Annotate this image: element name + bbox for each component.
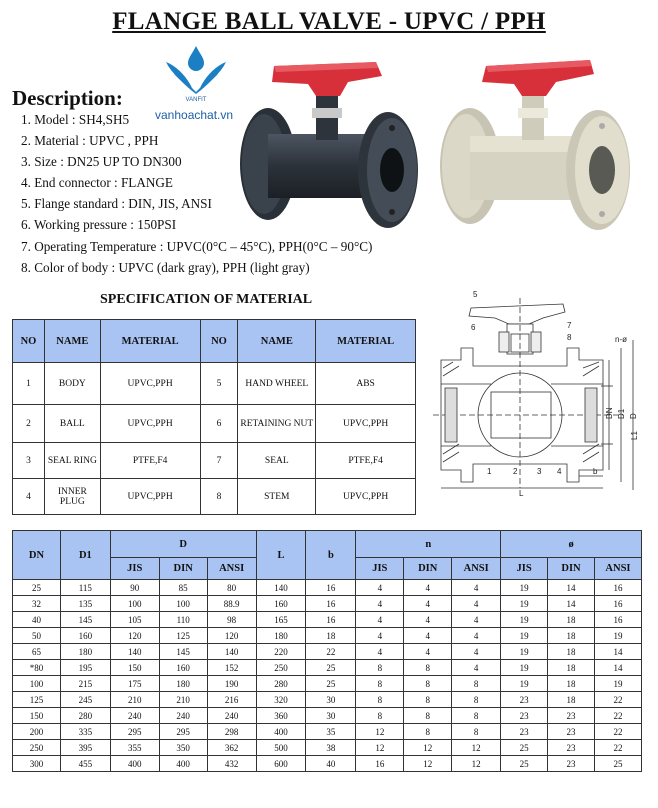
table-cell: 210 (110, 692, 159, 708)
table-cell: 16 (594, 612, 641, 628)
column-header: NAME (238, 320, 316, 363)
drawing-label: b (593, 467, 598, 476)
table-cell: 12 (452, 740, 501, 756)
column-subheader: DIN (548, 558, 595, 580)
table-cell: 4 (452, 580, 501, 596)
table-cell: 1 (13, 363, 45, 405)
table-row (13, 756, 642, 772)
table-cell: 98 (207, 612, 256, 628)
table-cell: 395 (60, 740, 110, 756)
table-row (13, 612, 642, 628)
table-cell: 2 (13, 405, 45, 443)
drawing-label: n-ø (615, 335, 627, 344)
table-cell: 250 (13, 740, 61, 756)
table-cell: 240 (207, 708, 256, 724)
table-cell: 125 (13, 692, 61, 708)
column-subheader: JIS (110, 558, 159, 580)
table-cell: 220 (256, 644, 306, 660)
table-cell: 25 (13, 580, 61, 596)
table-cell: 160 (159, 660, 207, 676)
table-cell: 4 (452, 628, 501, 644)
table-cell: 195 (60, 660, 110, 676)
column-subheader: DIN (159, 558, 207, 580)
table-cell: RETAINING NUT (238, 405, 316, 443)
table-cell: 140 (110, 644, 159, 660)
table-cell: INNER PLUG (44, 479, 100, 515)
table-cell: 160 (256, 596, 306, 612)
table-cell: 4 (13, 479, 45, 515)
column-subheader: ANSI (594, 558, 641, 580)
table-row (13, 740, 642, 756)
table-cell: 175 (110, 676, 159, 692)
table-cell: 8 (356, 708, 404, 724)
column-header: DN (13, 531, 61, 580)
table-cell: 300 (13, 756, 61, 772)
table-cell: 22 (594, 740, 641, 756)
table-cell: 110 (159, 612, 207, 628)
table-cell: 360 (256, 708, 306, 724)
column-subheader: JIS (356, 558, 404, 580)
table-cell: UPVC,PPH (316, 479, 416, 515)
table-cell: 3 (13, 443, 45, 479)
table-cell: 150 (13, 708, 61, 724)
upvc-valve-photo (236, 52, 422, 232)
table-cell: 23 (501, 692, 548, 708)
table-cell: 19 (501, 676, 548, 692)
table-row (13, 676, 642, 692)
table-cell: 16 (594, 596, 641, 612)
table-cell: 8 (404, 660, 452, 676)
table-cell: 12 (452, 756, 501, 772)
table-cell: 23 (548, 756, 595, 772)
table-cell: 100 (159, 596, 207, 612)
table-cell: 140 (207, 644, 256, 660)
table-cell: 400 (256, 724, 306, 740)
description-item: 6. Working pressure : 150PSI (21, 217, 177, 233)
table-cell: 16 (306, 596, 356, 612)
description-item: 8. Color of body : UPVC (dark gray), PPH (light gray) (21, 259, 310, 275)
drawing-label: 3 (537, 467, 542, 476)
table-row (13, 596, 642, 612)
table-cell: 16 (594, 580, 641, 596)
table-row (13, 660, 642, 676)
table-cell: 245 (60, 692, 110, 708)
table-cell: 40 (306, 756, 356, 772)
table-cell: 190 (207, 676, 256, 692)
table-cell: 4 (452, 612, 501, 628)
table-cell: 150 (110, 660, 159, 676)
table-cell: 23 (501, 708, 548, 724)
table-row (13, 724, 642, 740)
table-cell: 18 (548, 692, 595, 708)
table-header-row (13, 320, 416, 363)
table-cell: 4 (356, 644, 404, 660)
table-cell: PTFE,F4 (316, 443, 416, 479)
table-cell: 8 (452, 708, 501, 724)
table-cell: 4 (404, 628, 452, 644)
table-cell: 12 (404, 740, 452, 756)
table-cell: 65 (13, 644, 61, 660)
table-cell: 19 (501, 644, 548, 660)
table-cell: 4 (356, 612, 404, 628)
table-cell: 80 (207, 580, 256, 596)
table-cell: 90 (110, 580, 159, 596)
table-cell: SEAL RING (44, 443, 100, 479)
table-cell: 40 (13, 612, 61, 628)
table-cell: 120 (110, 628, 159, 644)
table-cell: 19 (501, 612, 548, 628)
table-cell: 200 (13, 724, 61, 740)
table-cell: 85 (159, 580, 207, 596)
table-cell: *80 (13, 660, 61, 676)
table-header-row (13, 531, 642, 558)
valve-section-drawing (433, 288, 643, 498)
table-cell: 8 (404, 692, 452, 708)
table-cell: 455 (60, 756, 110, 772)
table-cell: 180 (60, 644, 110, 660)
table-cell: 23 (501, 724, 548, 740)
table-cell: 120 (207, 628, 256, 644)
table-cell: UPVC,PPH (100, 363, 200, 405)
drawing-label: DN (605, 407, 614, 419)
table-cell: 8 (356, 676, 404, 692)
table-cell: 115 (60, 580, 110, 596)
table-cell: 180 (256, 628, 306, 644)
column-subheader: JIS (501, 558, 548, 580)
table-cell: 355 (110, 740, 159, 756)
table-cell: BALL (44, 405, 100, 443)
column-header: b (306, 531, 356, 580)
description-heading: Description: (12, 86, 123, 110)
table-cell: 32 (13, 596, 61, 612)
table-cell: 23 (548, 740, 595, 756)
table-cell: BODY (44, 363, 100, 405)
table-cell: 19 (594, 628, 641, 644)
table-cell: 25 (501, 756, 548, 772)
table-cell: 8 (452, 692, 501, 708)
pph-valve-photo (436, 52, 636, 232)
table-cell: 4 (452, 660, 501, 676)
column-header: NAME (44, 320, 100, 363)
description-item: 4. End connector : FLANGE (21, 175, 173, 191)
table-row (13, 692, 642, 708)
table-cell: 160 (60, 628, 110, 644)
table-cell: 8 (356, 692, 404, 708)
table-cell: 4 (404, 580, 452, 596)
table-cell: 100 (13, 676, 61, 692)
column-header: n (356, 531, 501, 558)
table-cell: 18 (306, 628, 356, 644)
table-cell: 18 (548, 628, 595, 644)
table-cell: 400 (159, 756, 207, 772)
table-cell: 4 (356, 596, 404, 612)
table-cell: ABS (316, 363, 416, 405)
table-cell: 320 (256, 692, 306, 708)
table-cell: 432 (207, 756, 256, 772)
table-cell: 25 (306, 660, 356, 676)
drawing-label: 7 (567, 321, 572, 330)
drawing-label: 1 (487, 467, 492, 476)
table-row (13, 708, 642, 724)
drawing-label: 5 (473, 290, 478, 299)
drawing-label: 6 (471, 323, 476, 332)
column-header: NO (13, 320, 45, 363)
table-cell: 100 (110, 596, 159, 612)
spec-title: SPECIFICATION OF MATERIAL (100, 292, 313, 307)
table-cell: PTFE,F4 (100, 443, 200, 479)
table-cell: 19 (501, 628, 548, 644)
table-cell: 18 (548, 676, 595, 692)
table-cell: 8 (404, 676, 452, 692)
table-cell: 18 (548, 644, 595, 660)
table-cell: 30 (306, 708, 356, 724)
table-cell: 4 (404, 596, 452, 612)
table-cell: 298 (207, 724, 256, 740)
table-cell: 140 (256, 580, 306, 596)
table-cell: 215 (60, 676, 110, 692)
column-subheader: DIN (404, 558, 452, 580)
table-cell: 145 (159, 644, 207, 660)
table-cell: 88.9 (207, 596, 256, 612)
description-item: 3. Size : DN25 UP TO DN300 (21, 154, 182, 170)
table-cell: 30 (306, 692, 356, 708)
table-cell: 5 (200, 363, 238, 405)
table-cell: 145 (60, 612, 110, 628)
table-cell: 335 (60, 724, 110, 740)
table-cell: 35 (306, 724, 356, 740)
table-cell: 240 (159, 708, 207, 724)
description-item: 1. Model : SH4,SH5 (21, 112, 130, 127)
table-cell: 19 (501, 660, 548, 676)
column-header: NO (200, 320, 238, 363)
table-cell: 16 (356, 756, 404, 772)
table-cell: 12 (356, 740, 404, 756)
table-row (13, 443, 416, 479)
table-cell: 240 (110, 708, 159, 724)
table-cell: 4 (356, 580, 404, 596)
table-cell: 350 (159, 740, 207, 756)
table-cell: 600 (256, 756, 306, 772)
table-cell: 4 (404, 644, 452, 660)
table-cell: UPVC,PPH (316, 405, 416, 443)
page-title: FLANGE BALL VALVE - UPVC / PPH (112, 8, 546, 35)
table-cell: 295 (110, 724, 159, 740)
table-cell: 4 (404, 612, 452, 628)
table-cell: 4 (452, 644, 501, 660)
column-header: MATERIAL (316, 320, 416, 363)
table-cell: 4 (356, 628, 404, 644)
table-cell: 14 (548, 596, 595, 612)
table-cell: 23 (548, 708, 595, 724)
table-cell: HAND WHEEL (238, 363, 316, 405)
table-cell: 280 (256, 676, 306, 692)
column-header: ø (501, 531, 642, 558)
column-header: MATERIAL (100, 320, 200, 363)
table-row (13, 363, 416, 405)
table-cell: 12 (356, 724, 404, 740)
table-cell: 19 (501, 596, 548, 612)
table-cell: 12 (404, 756, 452, 772)
table-row (13, 405, 416, 443)
table-cell: 22 (594, 692, 641, 708)
table-cell: 362 (207, 740, 256, 756)
table-cell: 19 (501, 580, 548, 596)
table-cell: 14 (594, 660, 641, 676)
table-cell: 14 (548, 580, 595, 596)
table-cell: 19 (594, 676, 641, 692)
table-cell: 152 (207, 660, 256, 676)
table-cell: 22 (594, 724, 641, 740)
table-cell: 8 (404, 708, 452, 724)
vanfit-logo (162, 44, 230, 102)
table-cell: 105 (110, 612, 159, 628)
table-row (13, 479, 416, 515)
table-cell: 165 (256, 612, 306, 628)
table-cell: 8 (452, 724, 501, 740)
table-cell: 8 (200, 479, 238, 515)
table-cell: 23 (548, 724, 595, 740)
table-cell: 295 (159, 724, 207, 740)
drawing-label: 8 (567, 333, 572, 342)
table-row (13, 580, 642, 596)
table-cell: 210 (159, 692, 207, 708)
table-row (13, 644, 642, 660)
description-item: 2. Material : UPVC , PPH (21, 133, 159, 149)
material-spec-table (12, 319, 416, 515)
table-cell: 125 (159, 628, 207, 644)
column-subheader: ANSI (207, 558, 256, 580)
drawing-label: 2 (513, 467, 518, 476)
column-header: L (256, 531, 306, 580)
table-cell: 25 (594, 756, 641, 772)
table-cell: 180 (159, 676, 207, 692)
table-cell: UPVC,PPH (100, 479, 200, 515)
table-cell: 50 (13, 628, 61, 644)
table-cell: STEM (238, 479, 316, 515)
table-cell: 16 (306, 580, 356, 596)
table-cell: 280 (60, 708, 110, 724)
drawing-label: L (519, 489, 524, 498)
table-cell: 500 (256, 740, 306, 756)
table-cell: 18 (548, 660, 595, 676)
table-cell: 18 (548, 612, 595, 628)
column-subheader: ANSI (452, 558, 501, 580)
drawing-label: 4 (557, 467, 562, 476)
table-cell: 8 (404, 724, 452, 740)
table-cell: 216 (207, 692, 256, 708)
description-item: 7. Operating Temperature : UPVC(0°C – 45°C), PPH(0°C – 90°C) (21, 238, 373, 254)
table-cell: 135 (60, 596, 110, 612)
table-cell: 38 (306, 740, 356, 756)
table-cell: 400 (110, 756, 159, 772)
description-item: 5. Flange standard : DIN, JIS, ANSI (21, 196, 212, 212)
table-row (13, 628, 642, 644)
dimensions-table (12, 530, 642, 772)
column-header: D (110, 531, 256, 558)
table-cell: 16 (306, 612, 356, 628)
drawing-label: D (629, 413, 638, 419)
drawing-label: L1 (630, 431, 639, 440)
table-cell: 250 (256, 660, 306, 676)
table-cell: UPVC,PPH (100, 405, 200, 443)
table-cell: 25 (306, 676, 356, 692)
drawing-label: D1 (617, 408, 626, 419)
table-cell: 14 (594, 644, 641, 660)
column-header: D1 (60, 531, 110, 580)
table-cell: 22 (594, 708, 641, 724)
table-cell: 25 (501, 740, 548, 756)
table-cell: 22 (306, 644, 356, 660)
table-cell: 7 (200, 443, 238, 479)
table-cell: 6 (200, 405, 238, 443)
table-cell: 8 (356, 660, 404, 676)
table-cell: 4 (452, 596, 501, 612)
website-label: vanhoachat.vn (155, 108, 234, 122)
table-cell: SEAL (238, 443, 316, 479)
svg-text:VANFIT: VANFIT (185, 97, 207, 102)
table-cell: 8 (452, 676, 501, 692)
